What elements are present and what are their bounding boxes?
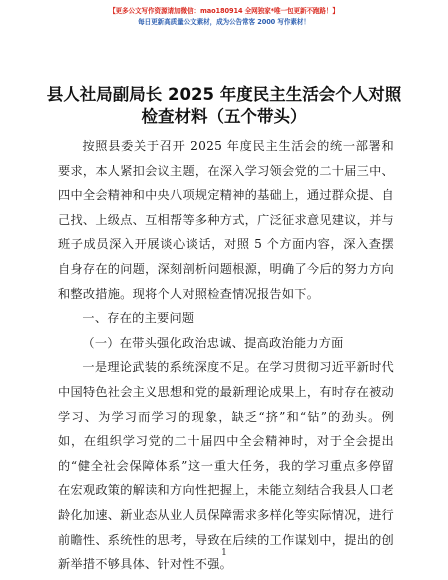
body-paragraph: 一是理论武装的系统深度不足。在学习贯彻习近平新时代中国特色社会主义思想和党的最新理论成果上，有时存在被动学习、为学习而学习的现象，缺乏“挤”和“钻”的劲头。例如，在组织学习党的二十届四中全会精神时，对于全会提出的“健全社会保障体系”这一重大任务，我的学习重点多停留在宏观政策的解读和方向性把握上，未能立刻结合我县人口老龄化加速、新业态从业人员保障需求多样化等实际情况，进行前瞻性、系统性的思考，导致在后续的工作谋划中，提出的创新举措不够具体、针对性不强。: [58, 360, 394, 572]
intro-paragraph: 按照县委关于召开 2025 年度民主生活会的统一部署和要求，本人紧扣会议主题，在深入学习领会党的二十届三中、四中全会精神和中央八项规定精神的基础上，通过群众提、自己找、上级点、互相帮等多种方式，广泛征求意见建议，并与班子成员深入开展谈心谈话，对照 5 个方面内容，深入查摆自身存在的问题，深刻剖析问题根源，明确了今后的努力方向和整改措施。现将个人对照检查情况报告如下。: [58, 139, 394, 301]
page-number: 1: [221, 548, 227, 558]
document-title: [0, 84, 448, 128]
promo-line-2: 每日更新高质量公文素材，成为公告常客 2000 写作素材！: [138, 18, 310, 26]
subsection-heading: （一）在带头强化政治忠诚、提高政治能力方面: [82, 335, 344, 350]
promo-line-1: 【更多公文写作资源请加微信：mao180914 全网独家*唯一包更新不跑路！】: [109, 7, 339, 15]
document-body: [58, 134, 394, 577]
title-line-1: 县人社局副局长 2025 年度民主生活会个人对照: [46, 85, 402, 104]
section-heading: 一、存在的主要问题: [82, 311, 195, 326]
title-line-2: 检查材料（五个带头）: [141, 107, 307, 126]
promo-banner: [0, 6, 448, 28]
